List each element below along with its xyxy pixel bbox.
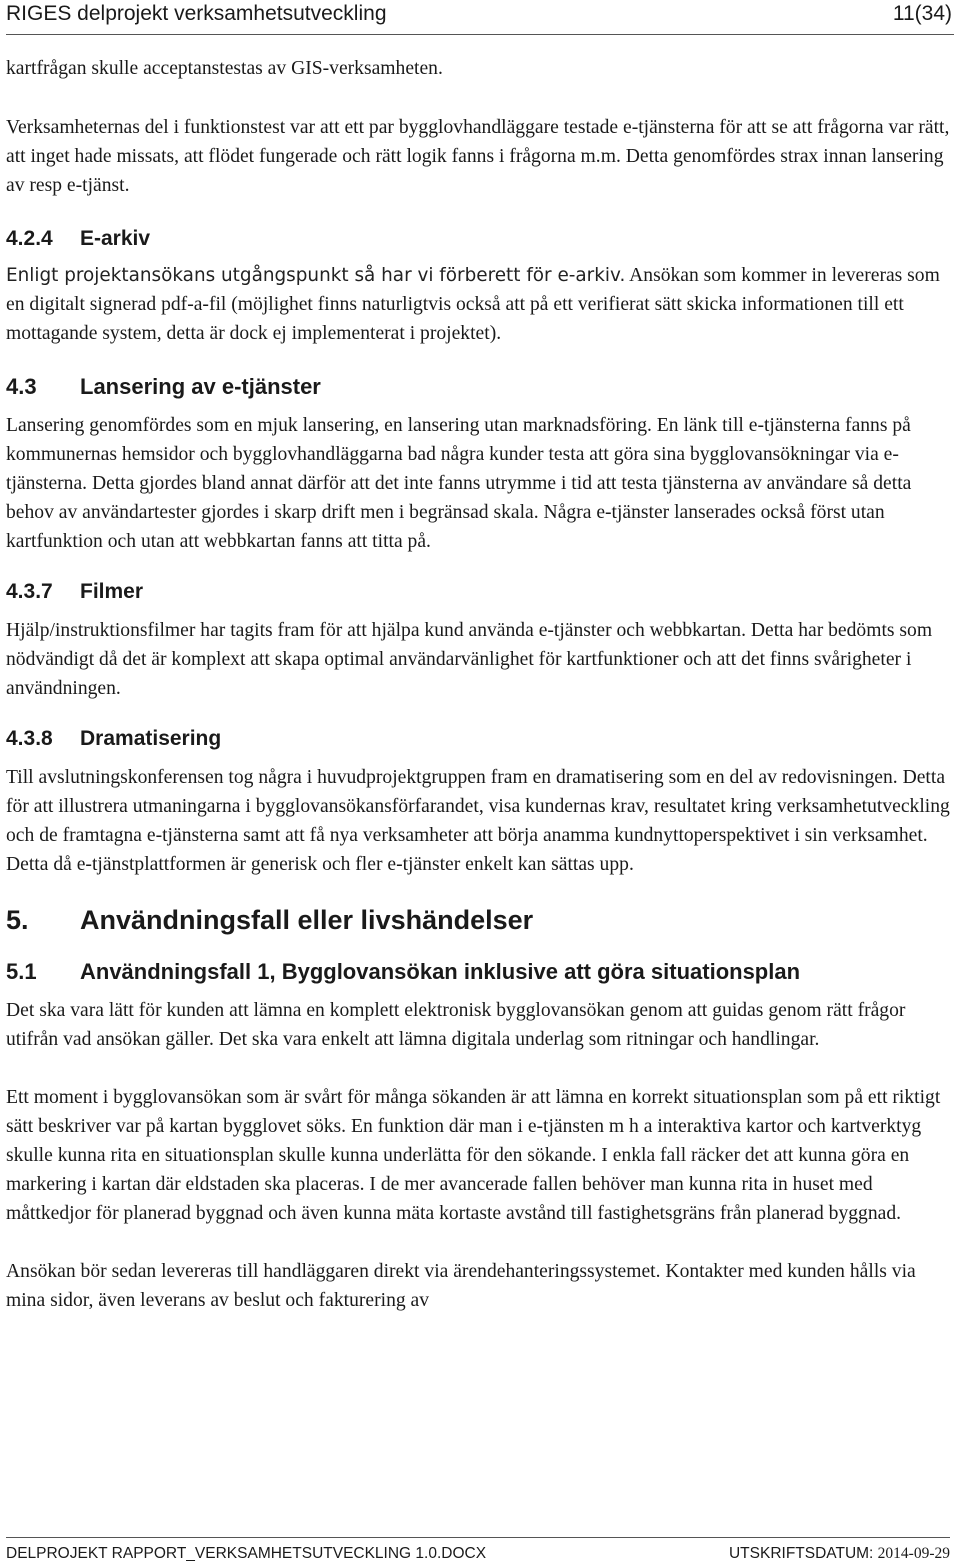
footer-print-date xyxy=(729,1545,950,1563)
paragraph xyxy=(6,261,950,348)
chapter-heading-5 xyxy=(6,903,950,937)
section-number: 5. xyxy=(6,905,29,935)
paragraph: Till avslutningskonferensen tog några i huvudprojektgruppen fram en dramatisering som en del av redovisningen. Detta för att illustrera utmaningarna i bygglovansökansförfarandet, visa kundernas krav, resultatet kring verksamhetutveckling och de framtagna e-tjänsterna samt att få nya verksamheter att börja anamma kundnyttoperspektivet i sin verksamhet. Detta då e-tjänstplattformen är generisk och fler e-tjänster enkelt kan sättas upp. xyxy=(6,767,950,875)
section-title: E-arkiv xyxy=(80,227,151,250)
section-number: 4.2.4 xyxy=(6,227,53,250)
print-date-label: UTSKRIFTSDATUM: xyxy=(728,1545,874,1562)
paragraph: Ett moment i bygglovansökan som är svårt för många sökanden är att lämna en korrekt situationsplan som på ett riktigt sätt beskriver var på kartan bygglovet söks. En funktion där man i e-tjänsten m h a interaktiva kartor och kartverktyg skulle kunna rita en situationsplan skulle kunna underlätta för den sökande. I enkla fall räcker det att kunna göra en markering i kartan där eldstaden ska placeras. I de mer avancerade fallen behöver man kunna rita in huset med måttkedjor för planerad byggnad och även kunna mäta kortaste avstånd till fastighetsgräns från planerad byggnad. xyxy=(6,1087,941,1224)
page-number: 11(34) xyxy=(892,2,952,25)
page-header xyxy=(6,0,954,35)
paragraph: Hjälp/instruktionsfilmer har tagits fram för att hjälpa kund använda e-tjänster och webbkartan. Detta har bedömts som nödvändigt då det är komplext att skapa optimal användarvänlighet för kartfunktioner och att det finns svårigheter i användningen. xyxy=(6,620,933,699)
section-heading-4-3-7 xyxy=(6,577,950,607)
paragraph-segment: Ansökan som kommer in levereras som en digitalt signerad pdf-a-fil (möjlighet finns naturligtvis också att på ett verifierat sätt skicka informationen till ett mottagande system, detta är dock ej implementerat i projektet). xyxy=(6,265,940,344)
section-heading-4-2-4 xyxy=(6,224,950,254)
section-title: Lansering av e-tjänster xyxy=(80,374,321,399)
section-number: 4.3 xyxy=(6,374,37,399)
section-heading-5-1 xyxy=(6,957,950,987)
section-heading-4-3 xyxy=(6,372,950,402)
paragraph: Ansökan bör sedan levereras till handläggaren direkt via ärendehanteringssystemet. Kontakter med kunden hålls via mina sidor, även leverans av beslut och fakturering av xyxy=(6,1261,916,1311)
header-title: RIGES delprojekt verksamhetsutveckling xyxy=(6,2,387,25)
section-title: Filmer xyxy=(80,580,144,603)
paragraph: Lansering genomfördes som en mjuk lansering, en lansering utan marknadsföring. En länk till e-tjänsterna fanns på kommunernas hemsidor och bygglovhandläggarna bad några kunder testa att göra sina bygglovansökningar via e-tjänsterna. Detta gjordes bland annat därför att det inte fanns utrymme i tid att testa tjänsterna av användare så detta behov av användartester gjordes i skarp drift men i begränsad skala. Några e-tjänster lanserades också först utan kartfunktion och utan att webbkartan fanns att titta på. xyxy=(6,415,912,552)
paragraph: kartfrågan skulle acceptanstestas av GIS-verksamheten. xyxy=(6,58,443,79)
section-number: 5.1 xyxy=(6,959,37,984)
document-body xyxy=(6,54,950,1315)
paragraph: Det ska vara lätt för kunden att lämna en komplett elektronisk bygglovansökan genom att guidas genom rätt frågor utifrån vad ansökan gäller. Det ska vara enkelt att lämna digitala underlag som ritningar och handlingar. xyxy=(6,1000,906,1050)
paragraph: Verksamheternas del i funktionstest var att ett par bygglovhandläggare testade e-tjänsterna för att se att frågorna var rätt, att inget hade missats, att flödet fungerade och rätt logik fanns i frågorna m.m. Detta genomfördes strax innan lansering av resp e-tjänst. xyxy=(6,117,950,196)
section-heading-4-3-8 xyxy=(6,724,950,754)
print-date-value: 2014-09-29 xyxy=(877,1545,950,1562)
footer-document-name: DELPROJEKT RAPPORT_VERKSAMHETSUTVECKLING 1.0.DOCX xyxy=(6,1545,487,1562)
page-footer xyxy=(6,1537,950,1568)
section-title: Användningsfall eller livshändelser xyxy=(80,905,534,935)
section-title: Användningsfall 1, Bygglovansökan inklusive att göra situationsplan xyxy=(80,959,801,984)
section-number: 4.3.8 xyxy=(6,727,53,750)
paragraph-sans-segment: Enligt projektansökans utgångspunkt så har vi förberett för e-arkiv. xyxy=(6,265,626,286)
section-number: 4.3.7 xyxy=(6,580,53,603)
section-title: Dramatisering xyxy=(80,727,222,750)
